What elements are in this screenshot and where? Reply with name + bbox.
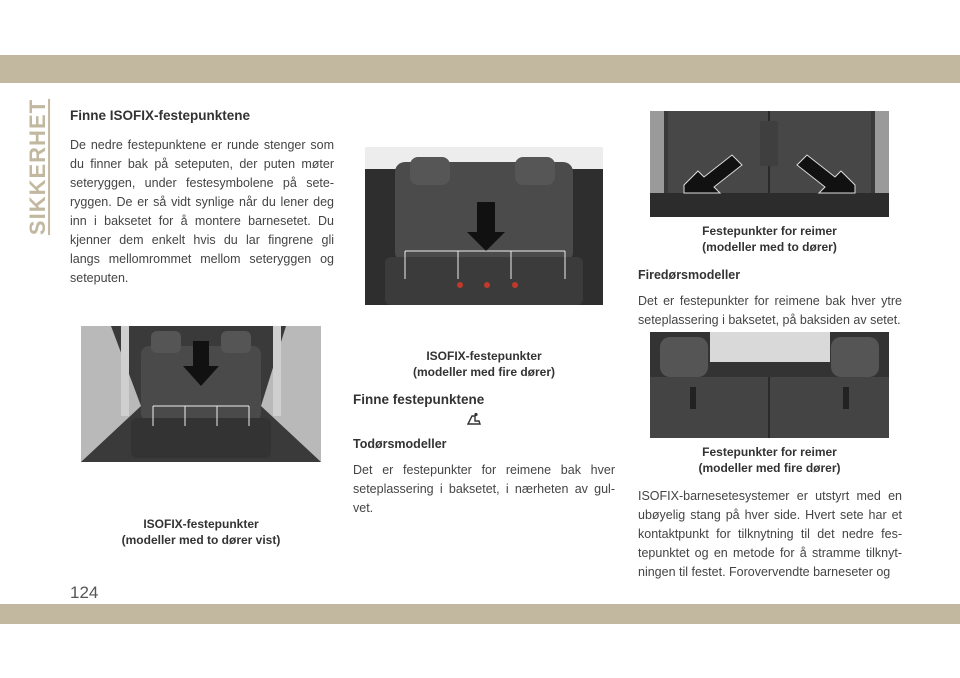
col2-heading: Finne festepunktene: [353, 392, 485, 407]
col2-body: Det er festepunkter for reimene bak hver seteplassering i baksetet, i nærheten av gul-vet.: [353, 463, 615, 515]
col1-figure-caption-line2: (modeller med to dører vist): [121, 533, 281, 547]
col2-figure-caption: [365, 348, 603, 380]
col1-heading: Finne ISOFIX-festepunktene: [70, 108, 251, 123]
col3-figure2-caption-line2: (modeller med fire dører): [698, 461, 841, 475]
col3-figure2-caption: [650, 444, 889, 476]
col1-body: De nedre festepunktene er runde stenger som du finner bak på seteputen, der puten møter seteryggen, under festesymbolene på sete-ryggen. De er så vidt synlige når du lener deg inn i baksetet for å montere barnesetet. Du kjenner dem enkelt hvis du lar fingrene gli langs mellomrommet mellom seteryggen og seteputen.: [70, 138, 334, 285]
col1-figure-caption-line1: ISOFIX-festepunkter: [143, 517, 259, 531]
isofix-four-door-photo: [365, 147, 603, 305]
section-side-label-text: SIKKERHET: [25, 98, 50, 236]
tether-two-door-photo: [650, 111, 889, 217]
col2-figure-caption-line1: ISOFIX-festepunkter: [426, 349, 542, 363]
col3-body1: Det er festepunkter for reimene bak hver ytre seteplassering i baksetet, på baksiden av setet.: [638, 294, 902, 327]
section-side-label: [25, 98, 50, 236]
tether-four-door-photo: [650, 332, 889, 438]
col3-figure1-caption-line1: Festepunkter for reimer: [702, 224, 837, 238]
col3-figure1-caption: [650, 223, 889, 255]
col3-body2: ISOFIX-barnesetesystemer er utstyrt med en ubøyelig stang på hver side. Hvert sete har et kontaktpunkt for tilknytning til det nedre fes-tepunktet og en metode for å stramme tilknyt-ningen til festet. Forovervendte barneseter og: [638, 489, 902, 579]
col2-subheading: Todørsmodeller: [353, 437, 447, 451]
col3-figure2-caption-line1: Festepunkter for reimer: [702, 445, 837, 459]
page-number: 124: [70, 583, 99, 602]
isofix-two-door-photo: [81, 326, 321, 462]
header-band: [0, 55, 960, 83]
col3-figure1-caption-line2: (modeller med to dører): [702, 240, 837, 254]
col3-subheading: Firedørsmodeller: [638, 268, 741, 282]
col1-figure-caption: [81, 516, 321, 548]
col2-figure-caption-line2: (modeller med fire dører): [412, 365, 556, 379]
footer-band: [0, 604, 960, 624]
child-seat-tether-icon: [466, 412, 482, 429]
